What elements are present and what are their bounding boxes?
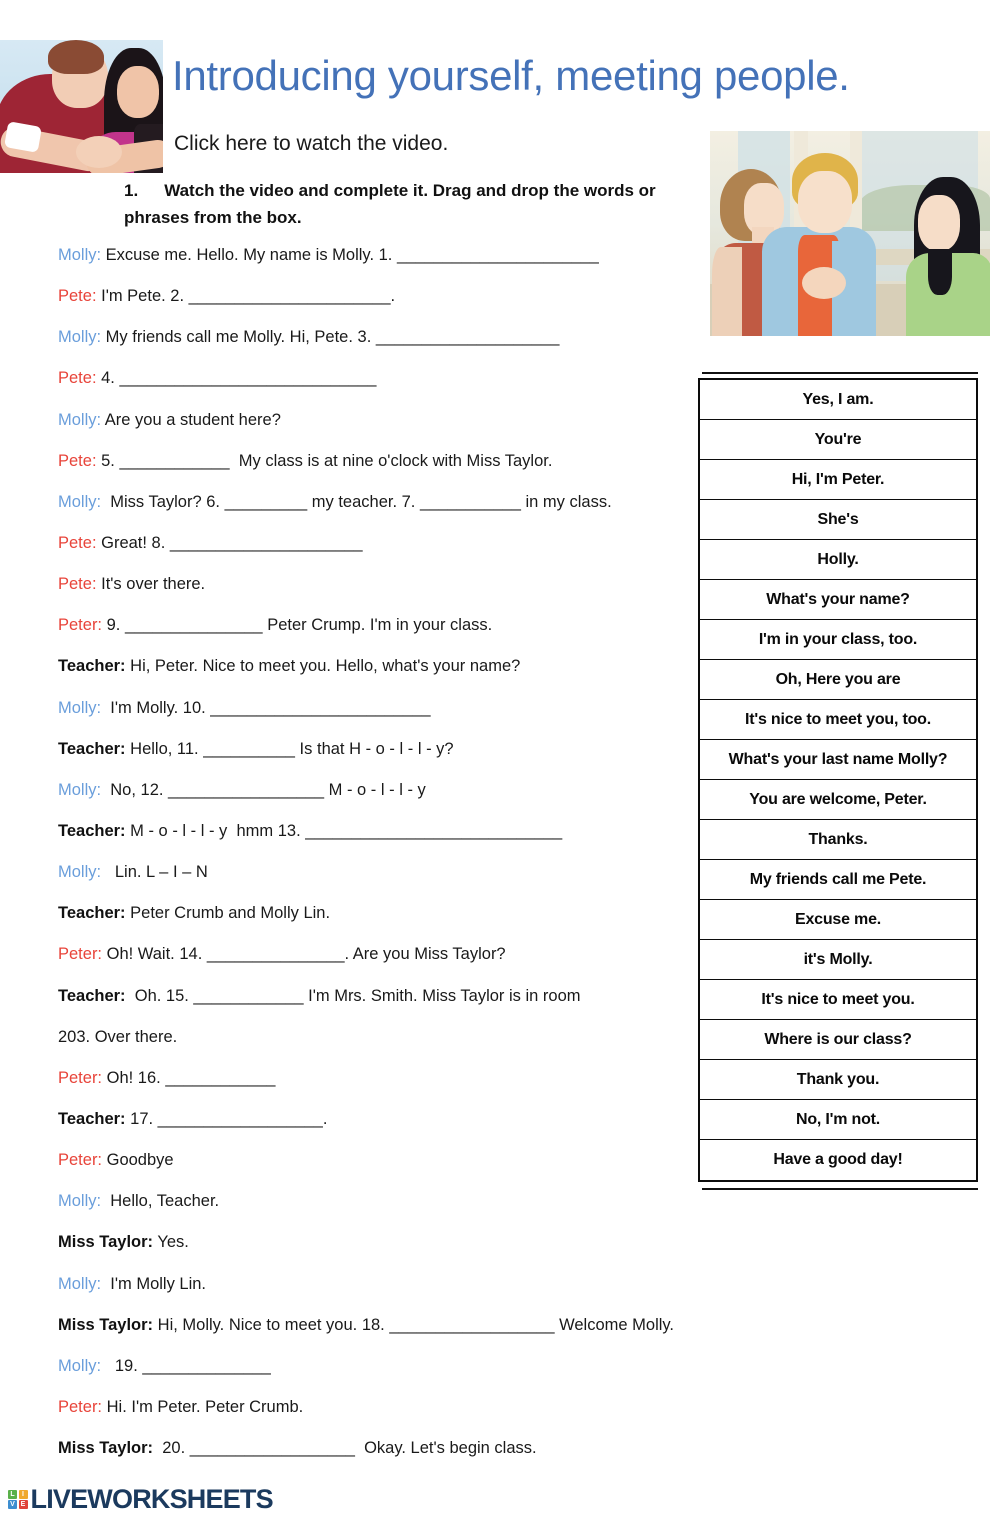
dialogue-text: 20. __________________ Okay. Let's begin class. [153,1439,537,1458]
word-bank-item[interactable]: I'm in your class, too. [700,620,976,660]
dialogue-text: 19. ______________ [101,1356,271,1375]
word-bank-item[interactable]: No, I'm not. [700,1100,976,1140]
dialogue-line [58,575,698,593]
dialogue-speaker: Pete: [58,451,97,470]
dialogue-line [58,1439,698,1457]
dialogue-text: Excuse me. Hello. My name is Molly. 1. ______________________ [101,246,599,264]
dialogue-speaker: Teacher: [58,821,126,840]
word-bank-item[interactable]: Yes, I am. [700,380,976,420]
dialogue-line [58,1192,698,1210]
dialogue-line [58,1110,698,1128]
student-blond-hand [802,267,846,299]
task-number: 1. [124,181,139,200]
dialogue-line [58,411,698,429]
dialogue-text: Oh! Wait. 14. _______________. Are you Miss Taylor? [102,945,506,964]
dialogue-speaker: Teacher: [58,904,126,923]
dialogue-line [58,987,698,1005]
dialogue-speaker: Peter: [58,1068,103,1087]
dialogue-line [58,822,698,840]
word-bank-item[interactable]: Holly. [700,540,976,580]
dialogue-line [58,904,698,922]
dialogue-line [58,616,698,634]
dialogue-text: Hello, Teacher. [101,1192,220,1211]
dialogue-speaker: Pete: [58,533,97,552]
dialogue-text: 4. ____________________________ [96,369,377,388]
dialogue-text: Are you a student here? [101,410,281,429]
handshake-illustration [0,40,163,173]
student-black-scarf [928,249,952,295]
word-bank-item[interactable]: Thanks. [700,820,976,860]
dialogue-text: My friends call me Molly. Hi, Pete. 3. ____________________ [101,328,560,347]
dialogue-speaker: Miss Taylor: [58,1315,154,1334]
dialogue-text: Oh! 16. ____________ [102,1068,276,1087]
dialogue-line [58,246,698,264]
word-bank-item[interactable]: Have a good day! [773,1151,903,1168]
task-instruction [124,178,694,232]
dialogue-text: Lin. L – I – N [101,863,208,882]
word-bank-item[interactable]: Hi, I'm Peter. [700,460,976,500]
dialogue-speaker: Molly: [58,863,102,882]
dialogue-line [58,699,698,717]
liveworksheets-brand-text: LIVEWORKSHEETS [30,1484,273,1514]
dialogue-speaker: Teacher: [58,1109,126,1128]
word-bank-item[interactable]: You are welcome, Peter. [700,780,976,820]
student-blond-face [798,171,852,233]
dialogue-speaker: Peter: [58,945,103,964]
word-bank-item[interactable]: It's nice to meet you. [700,980,976,1020]
dialogue-speaker: Peter: [58,1397,103,1416]
word-bank-item[interactable]: What's your name? [700,580,976,620]
dialogue-line [58,1233,698,1251]
logo-tile-i: I [19,1490,28,1499]
student-brown-shoulder [712,247,742,336]
word-bank-item[interactable]: My friends call me Pete. [700,860,976,900]
dialogue-speaker: Pete: [58,369,97,388]
dialogue-speaker: Teacher: [58,986,126,1005]
word-bank-item[interactable]: It's nice to meet you, too. [700,700,976,740]
word-bank-item[interactable]: What's your last name Molly? [700,740,976,780]
dialogue-speaker: Miss Taylor: [58,1233,154,1252]
dialogue-line [58,1151,698,1169]
handshake-clasped-hands [76,136,122,168]
dialogue-text: M - o - l - l - y hmm 13. ____________________________ [125,821,563,840]
dialogue-text: No, 12. _________________ M - o - l - l - y [101,780,426,799]
dialogue-text: I'm Molly Lin. [101,1274,207,1293]
handshake-woman-face [117,66,159,118]
dialogue-text: 17. __________________. [125,1109,328,1128]
dialogue-text: Miss Taylor? 6. _________ my teacher. 7. ___________ in my class. [101,492,612,511]
dialogue-speaker: Pete: [58,287,97,306]
dialogue-text: I'm Molly. 10. ________________________ [101,698,431,717]
dialogue-text: Hi, Molly. Nice to meet you. 18. __________________ Welcome Molly. [153,1315,675,1334]
dialogue-speaker: Molly: [58,410,102,429]
logo-tile-e: E [19,1500,28,1509]
word-bank-bottom-rule [702,1188,978,1190]
dialogue-text: Hello, 11. __________ Is that H - o - l - l - y? [125,739,454,758]
dialogue-speaker: Peter: [58,1151,103,1170]
dialogue-speaker: Peter: [58,616,103,635]
dialogue-text: Peter Crumb and Molly Lin. [125,904,331,923]
dialogue-line [58,1316,698,1334]
dialogue-line [58,328,698,346]
dialogue-line [58,452,698,470]
word-bank-item[interactable]: She's [700,500,976,540]
word-bank-panel [698,372,978,1190]
dialogue-speaker: Pete: [58,575,97,594]
logo-tile-v: V [8,1500,17,1509]
dialogue-text: Oh. 15. ____________ I'm Mrs. Smith. Miss Taylor is in room [125,986,581,1005]
dialogue-line [58,369,698,387]
dialogue-text: Great! 8. _____________________ [96,533,363,552]
dialogue-line [58,1028,698,1046]
word-bank-item[interactable]: Where is our class? [700,1020,976,1060]
dialogue-line [58,534,698,552]
student-black-face [918,195,960,251]
classroom-illustration [710,131,990,336]
dialogue-speaker: Teacher: [58,739,126,758]
word-bank-item[interactable]: Thank you. [700,1060,976,1100]
dialogue-script [58,246,698,1480]
dialogue-line [58,287,698,305]
dialogue-text: I'm Pete. 2. ______________________. [96,287,396,306]
dialogue-text: Yes. [153,1233,189,1252]
word-bank-table [698,378,978,1182]
dialogue-speaker: Molly: [58,246,102,264]
handshake-shirt-cuff [4,121,42,153]
dialogue-line [58,1357,698,1375]
dialogue-speaker: Molly: [58,780,102,799]
dialogue-text: It's over there. [96,575,206,594]
dialogue-line [58,945,698,963]
dialogue-speaker: Molly: [58,328,102,347]
dialogue-line [58,657,698,675]
dialogue-text: 203. Over there. [58,1027,178,1046]
handshake-man-hair [48,40,104,74]
dialogue-line [58,740,698,758]
dialogue-text: Hi, Peter. Nice to meet you. Hello, what's your name? [125,657,521,676]
liveworksheets-footer [8,1484,273,1515]
dialogue-speaker: Molly: [58,492,102,511]
dialogue-speaker: Miss Taylor: [58,1439,154,1458]
dialogue-speaker: Molly: [58,1274,102,1293]
word-bank-item[interactable]: Excuse me. [700,900,976,940]
page-title: Introducing yourself, meeting people. [172,52,850,99]
dialogue-text: Hi. I'm Peter. Peter Crumb. [102,1397,304,1416]
liveworksheets-logo-icon [8,1490,28,1510]
dialogue-speaker: Molly: [58,698,102,717]
dialogue-line [58,493,698,511]
worksheet-header [0,0,1000,227]
logo-tile-l: L [8,1490,17,1499]
dialogue-text: Goodbye [102,1151,174,1170]
word-bank-item[interactable]: Oh, Here you are [700,660,976,700]
dialogue-line [58,781,698,799]
dialogue-text: 5. ____________ My class is at nine o'clock with Miss Taylor. [96,451,553,470]
word-bank-item[interactable]: it's Molly. [700,940,976,980]
dialogue-line [58,1275,698,1293]
dialogue-speaker: Teacher: [58,657,126,676]
dialogue-speaker: Molly: [58,1356,102,1375]
dialogue-line [58,1069,698,1087]
dialogue-line [58,863,698,881]
task-instruction-text: Watch the video and complete it. Drag and drop the words or phrases from the box. [124,181,656,227]
dialogue-speaker: Molly: [58,1192,102,1211]
video-link[interactable]: Click here to watch the video. [174,132,449,155]
dialogue-line [58,1398,698,1416]
word-bank-top-rule [702,372,978,374]
word-bank-item[interactable]: You're [700,420,976,460]
dialogue-text: 9. _______________ Peter Crump. I'm in your class. [102,616,493,635]
